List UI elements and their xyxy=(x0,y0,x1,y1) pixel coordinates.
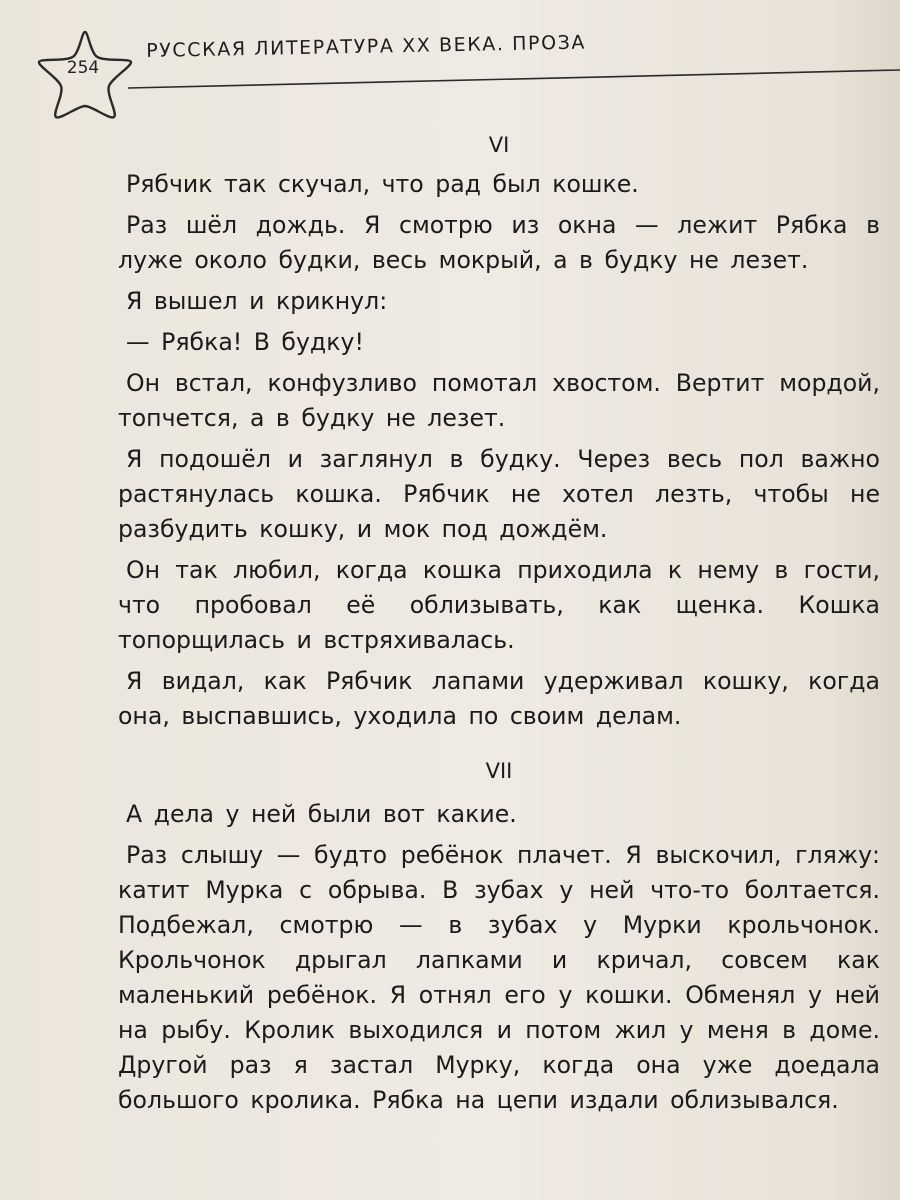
section-numeral: VII xyxy=(485,759,513,783)
running-head: РУССКАЯ ЛИТЕРАТУРА XX ВЕКА. ПРОЗА xyxy=(146,31,587,62)
paragraph: Он встал, конфузливо помотал хвостом. Вертит мордой, топчется, а в будку не лезет. xyxy=(118,369,880,432)
paragraph: А дела у ней были вот какие. xyxy=(126,800,517,828)
paragraph: Раз слышу — будто ребёнок плачет. Я выскочил, гляжу: катит Мурка с обрыва. В зубах у ней что-то болтается. Подбежал, смотрю — в зубах у Мурки крольчонок. Крольчонок дрыгал лапками и кричал, совсем как маленький ребёнок. Я отнял его у кошки. Обменял у ней на рыбу. Кролик выходился и потом жил у меня в доме. Другой раз я застал Мурку, когда она уже доедала большого кролика. Рябка на цепи издали облизывался. xyxy=(118,841,880,1114)
text-body xyxy=(118,128,880,1124)
paragraph: Раз шёл дождь. Я смотрю из окна — лежит Рябка в луже около будки, весь мокрый, а в будку не лезет. xyxy=(118,211,880,274)
paragraph: — Рябка! В будку! xyxy=(126,328,364,356)
section-numeral: VI xyxy=(488,133,510,157)
page-number: 254 xyxy=(66,58,100,78)
paragraph: Рябчик так скучал, что рад был кошке. xyxy=(126,170,639,198)
paragraph: Я подошёл и заглянул в будку. Через весь пол важно растянулась кошка. Рябчик не хотел лезть, чтобы не разбудить кошку, и мок под дождём. xyxy=(118,445,880,543)
page-header xyxy=(0,0,900,120)
paragraph: Я видал, как Рябчик лапами удерживал кошку, когда она, выспавшись, уходила по своим делам. xyxy=(118,667,880,730)
paragraph: Я вышел и крикнул: xyxy=(126,287,388,315)
paragraph: Он так любил, когда кошка приходила к нему в гости, что пробовал её облизывать, как щенка. Кошка топорщилась и встряхивалась. xyxy=(118,556,880,654)
